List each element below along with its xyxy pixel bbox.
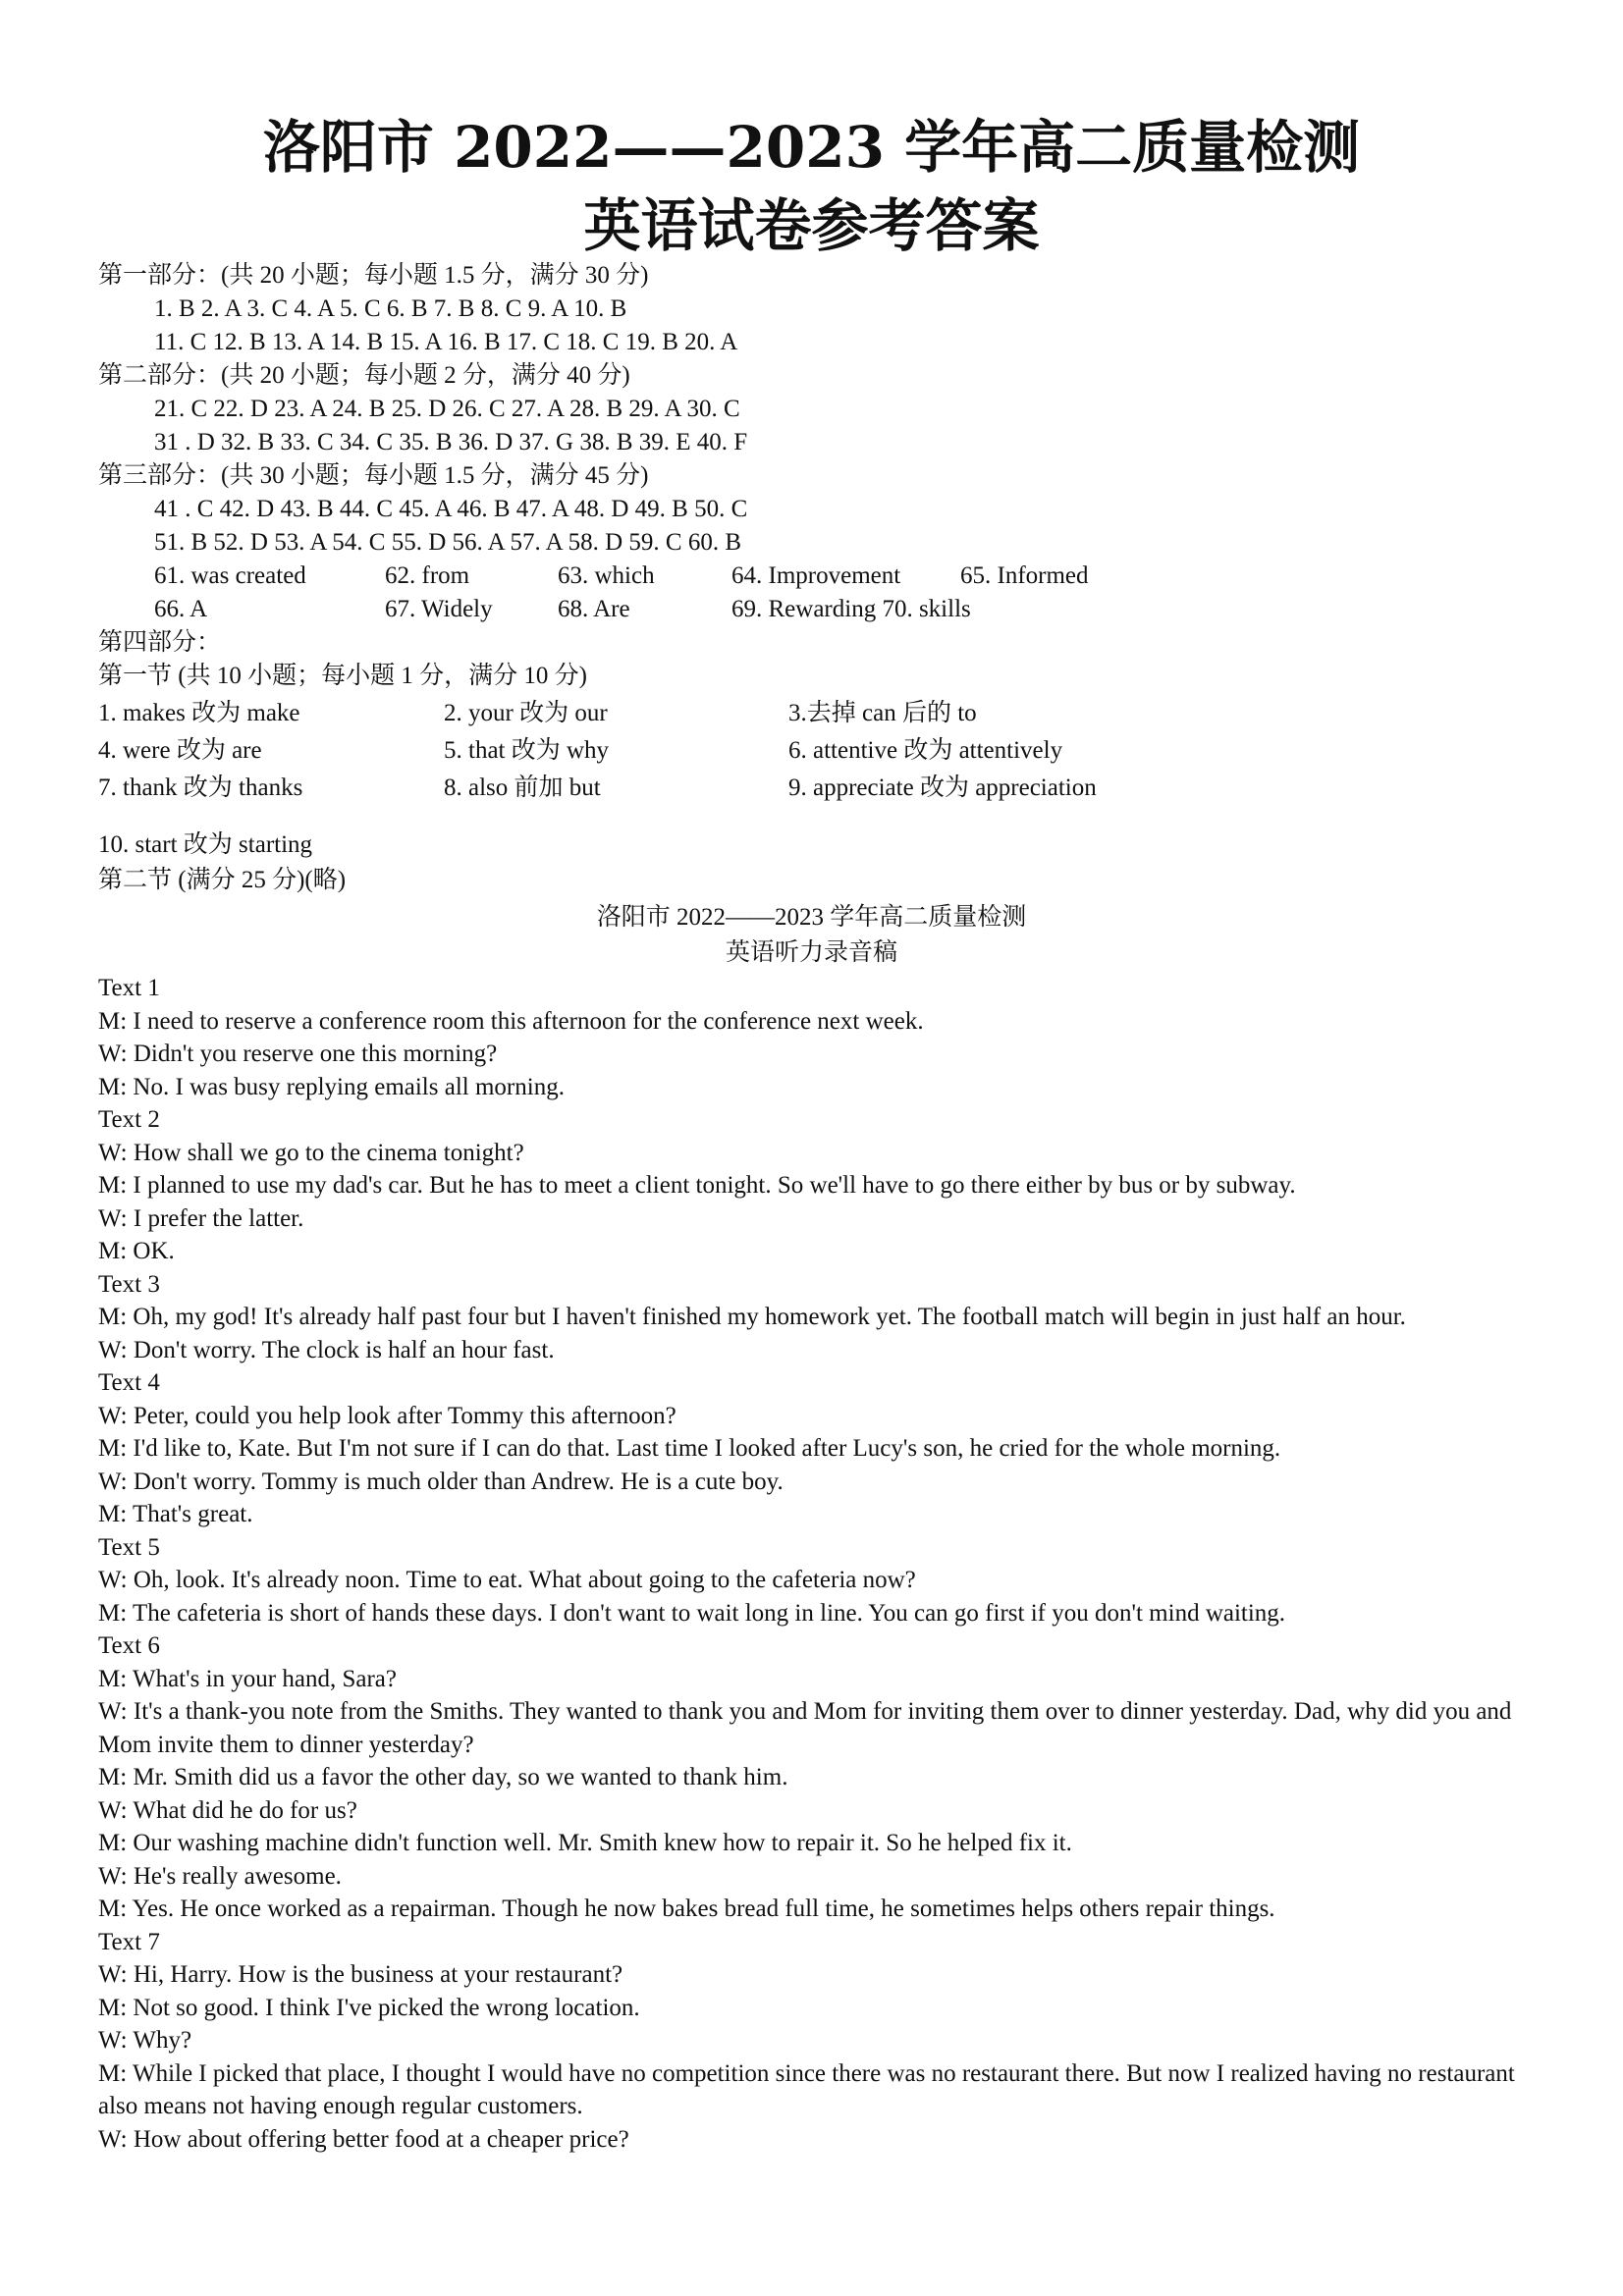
part4-heading: 第四部分：	[98, 629, 222, 656]
transcript-line: W: He's really awesome.	[98, 1862, 342, 1890]
correction-item: 4. were 改为 are	[98, 737, 262, 764]
transcript-line: M: I need to reserve a conference room this afternoon for the conference next week.	[98, 1007, 924, 1035]
correction-item: 10. start 改为 starting	[98, 831, 313, 858]
fill-in-answer: 67. Widely	[385, 596, 493, 622]
transcript-line: M: Our washing machine didn't function well. Mr. Smith knew how to repair it. So he helped fix it.	[98, 1830, 1072, 1856]
listening-transcript	[98, 972, 1537, 2156]
transcript-line: M: Yes. He once worked as a repairman. Though he now bakes bread full time, he sometimes helps others repair things.	[98, 1896, 1275, 1922]
transcript-line: W: What did he do for us?	[98, 1796, 357, 1824]
transcript-line: W: Why?	[98, 2027, 192, 2054]
part1-heading: 第一部分：(共 20 小题；每小题 1.5 分，满分 30 分)	[98, 262, 649, 289]
transcript-line: M: Not so good. I think I've picked the wrong location.	[98, 1994, 640, 2021]
transcript-line: Text 4	[98, 1369, 160, 1396]
transcript-line: M: OK.	[98, 1238, 175, 1264]
fill-in-answer: 63. which	[558, 562, 655, 589]
transcript-line: W: Hi, Harry. How is the business at your restaurant?	[98, 1961, 623, 1988]
transcript-line: M: No. I was busy replying emails all morning.	[98, 1073, 565, 1100]
correction-item: 8. also 前加 but	[444, 774, 601, 801]
correction-item: 3.去掉 can 后的 to	[788, 700, 977, 726]
fill-in-answer: 65. Informed	[960, 562, 1089, 589]
transcript-line: M: Oh, my god! It's already half past four but I haven't finished my homework yet. The football match will begin in just half an hour.	[98, 1304, 1406, 1330]
transcript-line: M: The cafeteria is short of hands these days. I don't want to wait long in line. You can go first if you don't mind waiting.	[98, 1599, 1286, 1627]
page-subtitle: 英语试卷参考答案	[583, 192, 1040, 259]
fill-in-answer: 68. Are	[558, 596, 630, 622]
part1-answers-row: 11. C 12. B 13. A 14. B 15. A 16. B 17. C 18. C 19. B 20. A	[154, 329, 738, 355]
transcript-line: W: How shall we go to the cinema tonight?	[98, 1139, 524, 1166]
transcript-line: Text 6	[98, 1632, 160, 1659]
transcript-line: W: Peter, could you help look after Tommy this afternoon?	[98, 1402, 676, 1429]
transcript-line: M: I planned to use my dad's car. But he has to meet a client tonight. So we'll have to go there either by bus or by subway.	[98, 1172, 1296, 1199]
transcript-line: M: What's in your hand, Sara?	[98, 1665, 397, 1692]
transcript-line: Text 1	[98, 975, 160, 1001]
page-title: 洛阳市 2022——2023 学年高二质量检测	[262, 114, 1361, 181]
part3-answers-row: 41 . C 42. D 43. B 44. C 45. A 46. B 47. A 48. D 49. B 50. C	[154, 496, 748, 522]
fill-in-answer: 62. from	[385, 562, 470, 589]
transcript-line: M: While I picked that place, I thought I would have no competition since there was no restaurant there. But now I realized having no restaurant also means not having enough regular customers.	[98, 2059, 1515, 2119]
section1-heading: 第一节 (共 10 小题；每小题 1 分，满分 10 分)	[98, 663, 587, 689]
transcript-line: W: Don't worry. The clock is half an hour fast.	[98, 1336, 555, 1363]
part2-answers-row: 31 . D 32. B 33. C 34. C 35. B 36. D 37. G 38. B 39. E 40. F	[154, 429, 748, 455]
fill-in-answer: 64. Improvement	[731, 562, 901, 589]
transcript-line: Text 5	[98, 1533, 160, 1561]
transcript-subtitle: 英语听力录音稿	[725, 939, 897, 966]
transcript-line: W: I prefer the latter.	[98, 1204, 304, 1232]
section2-heading: 第二节 (满分 25 分)(略)	[98, 867, 347, 893]
part2-heading: 第二部分：(共 20 小题；每小题 2 分，满分 40 分)	[98, 362, 630, 389]
fill-in-answer: 66. A	[154, 596, 208, 622]
transcript-title: 洛阳市 2022——2023 学年高二质量检测	[596, 904, 1027, 931]
transcript-line: M: Mr. Smith did us a favor the other day, so we wanted to thank him.	[98, 1764, 788, 1790]
transcript-line: W: Don't worry. Tommy is much older than Andrew. He is a cute boy.	[98, 1468, 784, 1495]
transcript-line: Text 3	[98, 1270, 160, 1298]
fill-in-answer: 61. was created	[154, 562, 306, 589]
part1-answers-row: 1. B 2. A 3. C 4. A 5. C 6. B 7. B 8. C 9. A 10. B	[154, 295, 627, 322]
transcript-line: Text 2	[98, 1106, 160, 1133]
correction-item: 7. thank 改为 thanks	[98, 774, 303, 801]
correction-item: 2. your 改为 our	[444, 700, 608, 726]
correction-item: 6. attentive 改为 attentively	[788, 737, 1063, 764]
part2-answers-row: 21. C 22. D 23. A 24. B 25. D 26. C 27. A 28. B 29. A 30. C	[154, 396, 740, 422]
transcript-line: W: It's a thank-you note from the Smiths. They wanted to thank you and Mom for inviting them over to dinner yesterday. Dad, why did you and Mom invite them to dinner yesterday?	[98, 1698, 1512, 1758]
fill-in-answer: 69. Rewarding 70. skills	[731, 596, 971, 622]
transcript-line: Text 7	[98, 1928, 160, 1955]
transcript-line: W: How about offering better food at a cheaper price?	[98, 2125, 629, 2153]
correction-item: 5. that 改为 why	[444, 737, 610, 764]
transcript-line: M: I'd like to, Kate. But I'm not sure if I can do that. Last time I looked after Lucy's son, he cried for the whole morning.	[98, 1435, 1281, 1462]
transcript-line: W: Didn't you reserve one this morning?	[98, 1041, 498, 1067]
correction-item: 1. makes 改为 make	[98, 700, 300, 726]
part3-heading: 第三部分：(共 30 小题；每小题 1.5 分，满分 45 分)	[98, 462, 649, 489]
part3-answers-row: 51. B 52. D 53. A 54. C 55. D 56. A 57. A 58. D 59. C 60. B	[154, 529, 741, 556]
transcript-line: M: That's great.	[98, 1501, 253, 1527]
transcript-line: W: Oh, look. It's already noon. Time to eat. What about going to the cafeteria now?	[98, 1567, 916, 1593]
correction-item: 9. appreciate 改为 appreciation	[788, 774, 1097, 801]
